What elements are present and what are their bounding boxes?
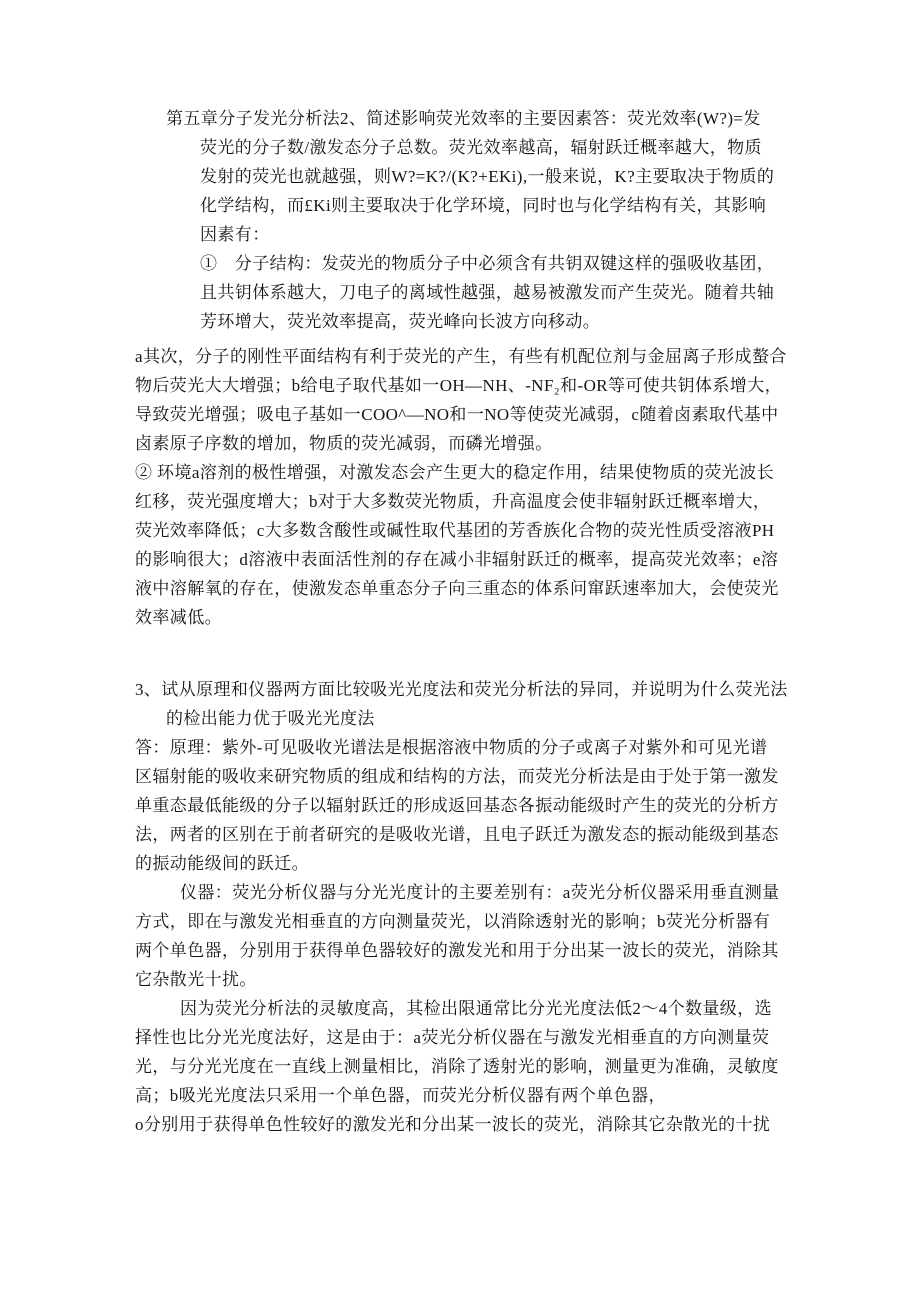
- text-line: 导致荧光增强；吸电子基如一COO^—NO和一NO等使荧光减弱，c随着卤素取代基中: [135, 405, 779, 424]
- text-line: a其次，分子的刚性平面结构有利于荧光的产生，有些有机配位剂与金屈离子形成螯合: [135, 347, 787, 366]
- text-line: 卤素原子序数的增加，物质的荧光减弱，而磷光增强。: [135, 434, 553, 453]
- text-line: 且共钥体系越大，刀电子的离域性越强，越易被激发而产生荧光。随着共轴: [200, 283, 775, 302]
- text-line: 光，与分光光度在一直线上测量相比，消除了透射光的影响，测量更为准确，灵敏度: [135, 1057, 779, 1076]
- text-line: 因素有：: [200, 225, 270, 244]
- text-line: 芳环增大，荧光效率提高，荧光峰向长波方向移动。: [200, 312, 601, 331]
- text-line: 它杂散光十扰。: [135, 970, 257, 989]
- text-line: 物后荧光大大增强；b给电子取代基如一OH—NH、-NF₂和-OR等可使共钥体系增大，: [135, 376, 783, 395]
- text-line: ② 环境a溶剂的极性增强，对激发态会产生更大的稳定作用，结果使物质的荧光波长: [135, 463, 774, 482]
- text-line: 液中溶解氧的存在，使激发态单重态分子向三重态的体系问窜跃速率加大，会使荧光: [135, 579, 779, 598]
- text-line: 化学结构，而£Ki则主要取决于化学环境，同时也与化学结构有关，其影响: [200, 196, 767, 215]
- text-line: 方式，即在与激发光相垂直的方向测量荧光，以消除透射光的影响；b荧光分析器有: [135, 912, 771, 931]
- text-line: ① 分子结构：发荧光的物质分子中必须含有共钥双键这样的强吸收基团，: [200, 254, 775, 273]
- text-line: 荧光的分子数/激发态分子总数。荧光效率越高，辐射跃迁概率越大，物质: [200, 138, 762, 157]
- text-line: 仪器：荧光分析仪器与分光光度计的主要差别有：a荧光分析仪器采用垂直测量: [180, 883, 780, 902]
- text-line: 效率减低。: [135, 608, 222, 627]
- text-line: 的振动能级间的跃迁。: [135, 854, 309, 873]
- text-line: 法，两者的区别在于前者研究的是吸收光谱，且电子跃迁为激发态的振动能级到基态: [135, 825, 779, 844]
- text-line: 因为荧光分析法的灵敏度高，其检出限通常比分光光度法低2～4个数量级，选: [180, 999, 772, 1018]
- text-line: 红移，荧光强度增大；b对于大多数荧光物质，升高温度会使非辐射跃迁概率增大，: [135, 492, 771, 511]
- text-line: o分别用于获得单色性较好的激发光和分出某一波长的荧光，消除其它杂散光的十扰: [135, 1115, 771, 1134]
- text-line: 荧光效率降低；c大多数含酸性或碱性取代基团的芳香族化合物的荧光性质受溶液PH: [135, 521, 775, 540]
- text-line: 的影响很大；d溶液中表面活性剂的存在减小非辐射跃迁的概率，提高荧光效率；e溶: [135, 550, 779, 569]
- text-line: 的检出能力优于吸光光度法: [166, 709, 375, 728]
- document-content: [135, 104, 797, 1139]
- text-line: 发射的荧光也就越强，则W?=K?/(K?+EKi),一般来说，K?主要取决于物质的: [200, 167, 775, 186]
- text-line: 第五章分子发光分析法2、简述影响荧光效率的主要因素答：荧光效率(W?)=发: [166, 109, 761, 128]
- text-line: 区辐射能的吸收来研究物质的组成和结构的方法，而荧光分析法是由于处于第一激发: [135, 767, 779, 786]
- text-line: 两个单色器，分别用于获得单色器较好的激发光和用于分出某一波长的荧光，消除其: [135, 941, 779, 960]
- text-line: 高；b吸光光度法只采用一个单色器，而荧光分析仪器有两个单色器，: [135, 1086, 666, 1105]
- text-line: 3、试从原理和仪器两方面比较吸光光度法和荧光分析法的异同，并说明为什么荧光法: [135, 680, 788, 699]
- text-line: 单重态最低能级的分子以辐射跃迁的形成返回基态各振动能级时产生的荧光的分析方: [135, 796, 779, 815]
- text-line: 择性也比分光光度法好，这是由于：a荧光分析仪器在与激发光相垂直的方向测量荧: [135, 1028, 770, 1047]
- text-line: 答：原理：紫外-可见吸收光谱法是根据溶液中物质的分子或离子对紫外和可见光谱: [135, 738, 768, 757]
